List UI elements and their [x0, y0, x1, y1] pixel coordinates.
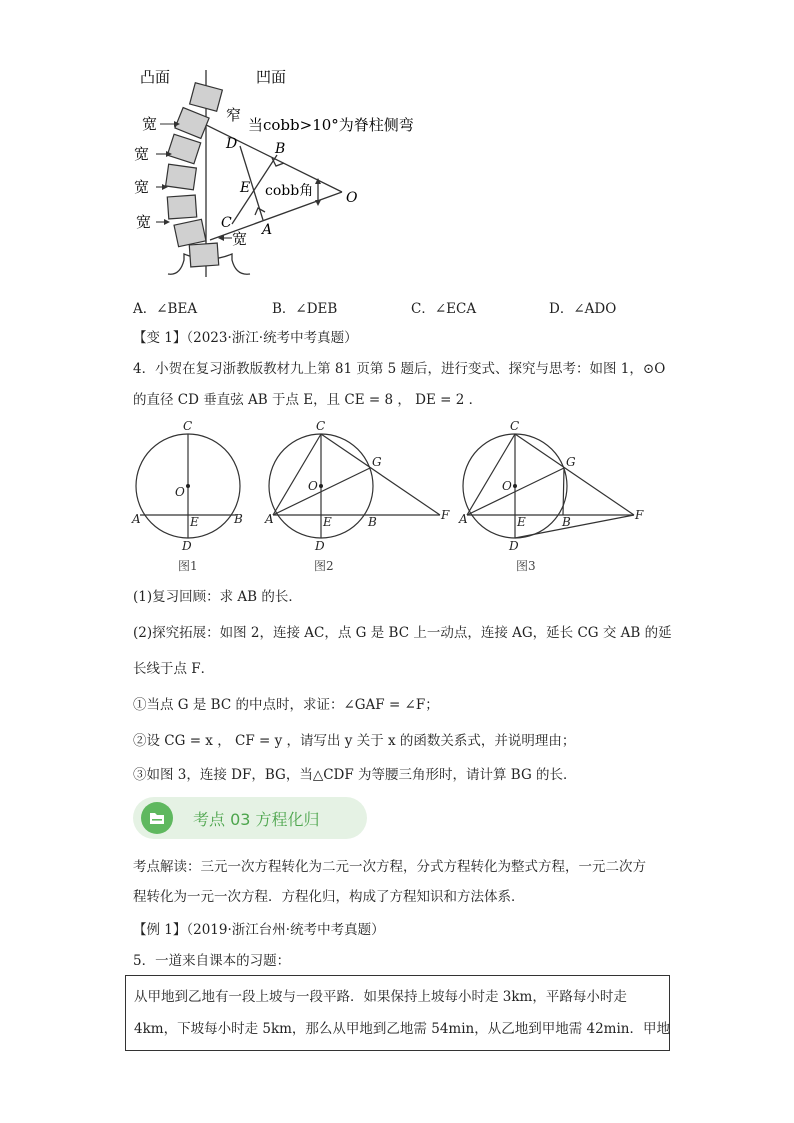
q4-part-1: (1)复习回顾：求 AB 的长． — [133, 589, 302, 605]
narrow-label: 窄 — [226, 106, 242, 124]
q5-problem-box — [125, 975, 670, 1051]
wide-label-3: 宽 — [134, 178, 150, 196]
svg-text:C: C — [316, 419, 326, 433]
choice-d: D．∠ADO — [549, 301, 617, 317]
svg-text:D: D — [315, 539, 325, 553]
cobb-note: 当cobb>10°为脊柱侧弯 — [248, 116, 414, 134]
q4-part-2-line-1: (2)探究拓展：如图 2，连接 AC，点 G 是 BC 上一动点，连接 AG，延长 CG 交 AB 的延 — [133, 625, 672, 641]
q4-sub-3: ③如图 3，连接 DF，BG，当△CDF 为等腰三角形时，请计算 BG 的长． — [133, 767, 577, 783]
svg-text:G: G — [372, 455, 382, 469]
point-O-label: O — [346, 190, 358, 206]
point-C-label: C — [221, 215, 232, 231]
point-D-label: D — [226, 136, 238, 152]
figure-3 — [463, 434, 634, 538]
wide-label-2: 宽 — [134, 145, 150, 163]
q4-line-2: 的直径 CD 垂直弦 AB 于点 E，且 CE = 8 ， DE = 2 ． — [133, 392, 483, 408]
svg-text:E: E — [190, 515, 199, 529]
svg-text:O: O — [502, 479, 512, 493]
svg-text:C: C — [183, 419, 193, 433]
convex-label: 凸面 — [140, 68, 171, 86]
svg-text:F: F — [635, 508, 644, 522]
vertebra-4 — [166, 164, 197, 190]
svg-text:O: O — [175, 485, 185, 499]
reading-line-1: 考点解读：三元一次方程转化为二元一次方程，分式方程转化为整式方程，一元二次方 — [133, 859, 646, 875]
vertebra-7 — [189, 243, 218, 267]
svg-text:B: B — [368, 515, 377, 529]
svg-text:B: B — [234, 512, 243, 526]
reading-line-2: 程转化为一元一次方程．方程化归，构成了方程知识和方法体系． — [133, 889, 525, 905]
svg-text:O: O — [308, 479, 318, 493]
point-E-label: E — [240, 180, 251, 196]
example-tag: 【例 1】（2019·浙江台州·统考中考真题） — [133, 922, 385, 938]
q4-sub-1: ①当点 G 是 BC 的中点时，求证：∠GAF = ∠F； — [133, 697, 439, 713]
wide-label-1: 宽 — [142, 115, 158, 133]
q4-line-1: 4．小贺在复习浙教版教材九上第 81 页第 5 题后，进行变式、探究与思考：如图 1，⊙O — [133, 361, 666, 377]
wide-label-5: 宽 — [232, 230, 248, 248]
concave-label: 凹面 — [256, 68, 287, 86]
q5-box-line-1: 从甲地到乙地有一段上坡与一段平路．如果保持上坡每小时走 3km，平路每小时走 — [134, 989, 627, 1005]
folder-icon — [141, 802, 173, 834]
cobb-angle-figure — [120, 62, 420, 287]
svg-text:E: E — [323, 515, 332, 529]
svg-text:A: A — [132, 512, 141, 526]
q5-box-line-2: 4km，下坡每小时走 5km，那么从甲地到乙地需 54min，从乙地到甲地需 42min．甲地 — [134, 1021, 670, 1037]
svg-text:D: D — [509, 539, 519, 553]
q5-intro: 5．一道来自课本的习题： — [133, 953, 291, 969]
svg-text:D: D — [182, 539, 192, 553]
section-banner — [133, 797, 367, 839]
cobb-angle-label: cobb角 — [265, 183, 314, 199]
svg-text:G: G — [566, 455, 576, 469]
vertebra-5 — [167, 195, 196, 219]
point-B-label: B — [275, 141, 286, 157]
section-title: 考点 03 方程化归 — [193, 810, 320, 829]
q4-sub-2: ②设 CG = x ， CF = y ，请写出 y 关于 x 的函数关系式，并说明理由； — [133, 733, 576, 749]
choice-b: B．∠DEB — [272, 301, 338, 317]
vertebra-2 — [175, 108, 209, 139]
svg-text:F: F — [441, 508, 450, 522]
variant-tag: 【变 1】（2023·浙江·统考中考真题） — [133, 330, 358, 346]
fig3-caption: 图3 — [516, 559, 536, 573]
wide-label-4: 宽 — [136, 213, 152, 231]
q4-part-2-line-2: 长线于点 F． — [133, 661, 215, 677]
svg-text:C: C — [510, 419, 520, 433]
svg-text:E: E — [517, 515, 526, 529]
svg-text:A: A — [459, 512, 468, 526]
vertebra-1 — [190, 83, 223, 111]
vertebra-3 — [167, 134, 200, 164]
choice-c: C．∠ECA — [411, 301, 477, 317]
circle-figures — [128, 416, 658, 578]
fig1-caption: 图1 — [178, 559, 198, 573]
point-A-label: A — [262, 222, 273, 238]
vertebra-6 — [174, 219, 206, 246]
figure-2 — [269, 434, 440, 538]
fig2-caption: 图2 — [314, 559, 334, 573]
svg-text:B: B — [562, 515, 571, 529]
choice-a: A．∠BEA — [133, 301, 198, 317]
svg-text:A: A — [265, 512, 274, 526]
